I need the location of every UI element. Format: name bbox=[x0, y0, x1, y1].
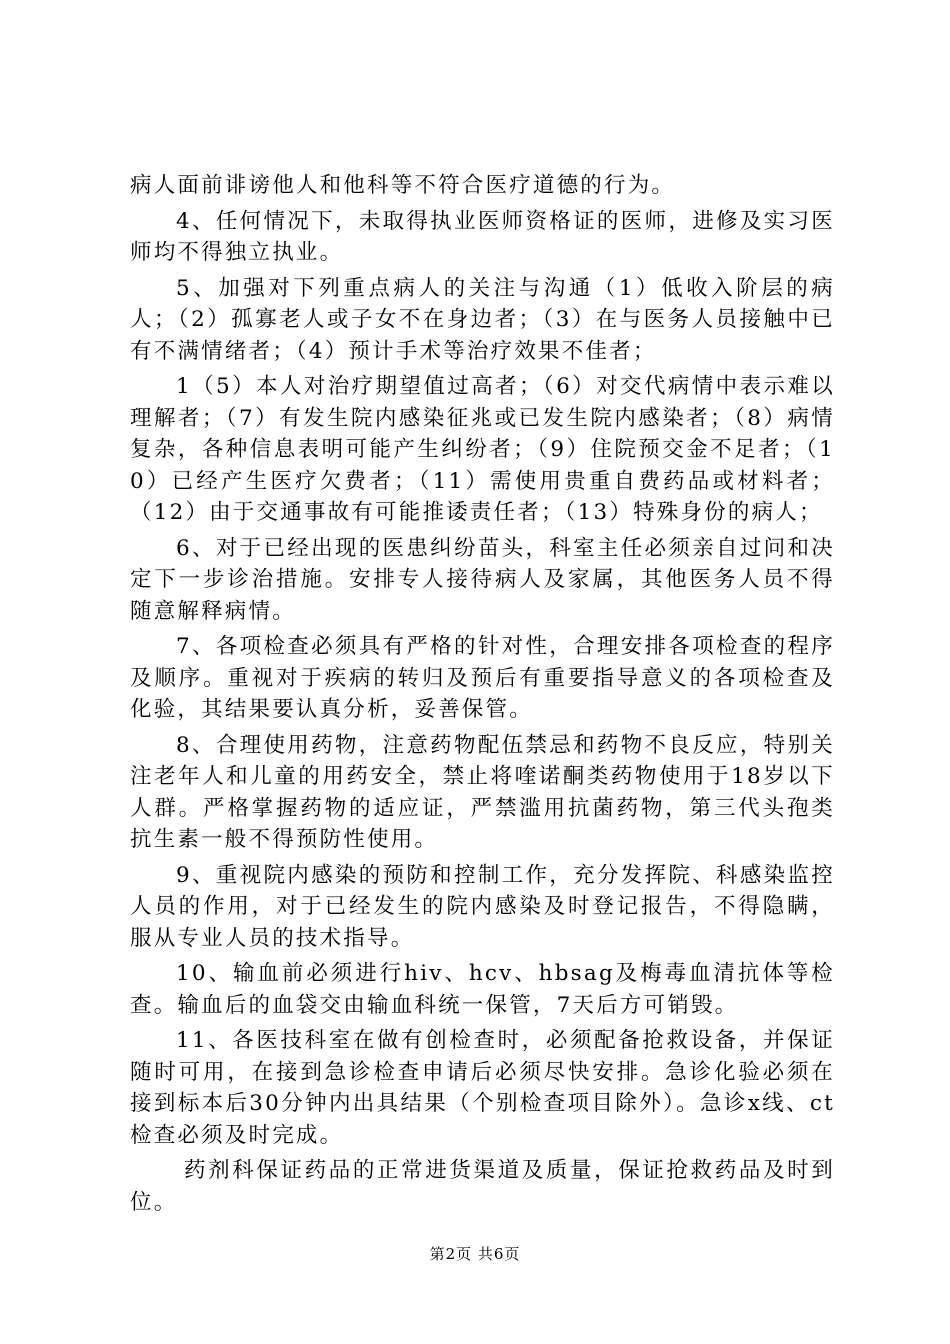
paragraph-item-5: 5、加强对下列重点病人的关注与沟通（1）低收入阶层的病人；（2）孤寡老人或子女不在身边者；（3）在与医务人员接触中已有不满情绪者；（4）预计手术等治疗效果不佳者； bbox=[130, 275, 835, 364]
page-footer: 第2页 共6页 bbox=[429, 1245, 521, 1263]
paragraph-item-5-continued: 1（5）本人对治疗期望值过高者；（6）对交代病情中表示难以理解者；（7）有发生院内感染征兆或已发生院内感染者；（8）病情复杂，各种信息表明可能产生纠纷者；（9）住院预交金不足者；（10）已经产生医疗欠费者；（11）需使用贵重自费药品或材料者；（12）由于交通事故有可能推诿责任者；（13）特殊身份的病人； bbox=[130, 374, 835, 525]
paragraph-item-11: 11、各医技科室在做有创检查时，必须配备抢救设备，并保证随时可用，在接到急诊检查申请后必须尽快安排。急诊化验必须在接到标本后30分钟内出具结果（个别检查项目除外）。急诊x线、ct检查必须及时完成。 bbox=[130, 1028, 835, 1148]
paragraph-item-6: 6、对于已经出现的医患纠纷苗头，科室主任必须亲自过问和决定下一步诊治措施。安排专人接待病人及家属，其他医务人员不得随意解释病情。 bbox=[130, 535, 835, 624]
paragraph-continuation: 病人面前诽谤他人和他科等不符合医疗道德的行为。 bbox=[130, 173, 676, 198]
paragraph-pharmacy: 药剂科保证药品的正常进货渠道及质量，保证抢救药品及时到位。 bbox=[130, 1158, 835, 1215]
paragraph-item-7: 7、各项检查必须具有严格的针对性，合理安排各项检查的程序及顺序。重视对于疾病的转归及预后有重要指导意义的各项检查及化验，其结果要认真分析，妥善保管。 bbox=[130, 634, 835, 722]
paragraph-item-4: 4、任何情况下，未取得执业医师资格证的医师，进修及实习医师均不得独立执业。 bbox=[130, 208, 835, 265]
paragraph-item-8: 8、合理使用药物，注意药物配伍禁忌和药物不良反应，特别关注老年人和儿童的用药安全，禁止将喹诺酮类药物使用于18岁以下人群。严格掌握药物的适应证，严禁滥用抗菌药物，第三代头孢类抗生素一般不得预防性使用。 bbox=[130, 732, 835, 852]
document-body bbox=[130, 170, 835, 1222]
paragraph-item-9: 9、重视院内感染的预防和控制工作，充分发挥院、科感染监控人员的作用，对于已经发生的院内感染及时登记报告，不得隐瞒，服从专业人员的技术指导。 bbox=[130, 862, 835, 951]
paragraph-item-10: 10、输血前必须进行hiv、hcv、hbsag及梅毒血清抗体等检查。输血后的血袋交由输血科统一保管，7天后方可销毁。 bbox=[130, 961, 835, 1018]
